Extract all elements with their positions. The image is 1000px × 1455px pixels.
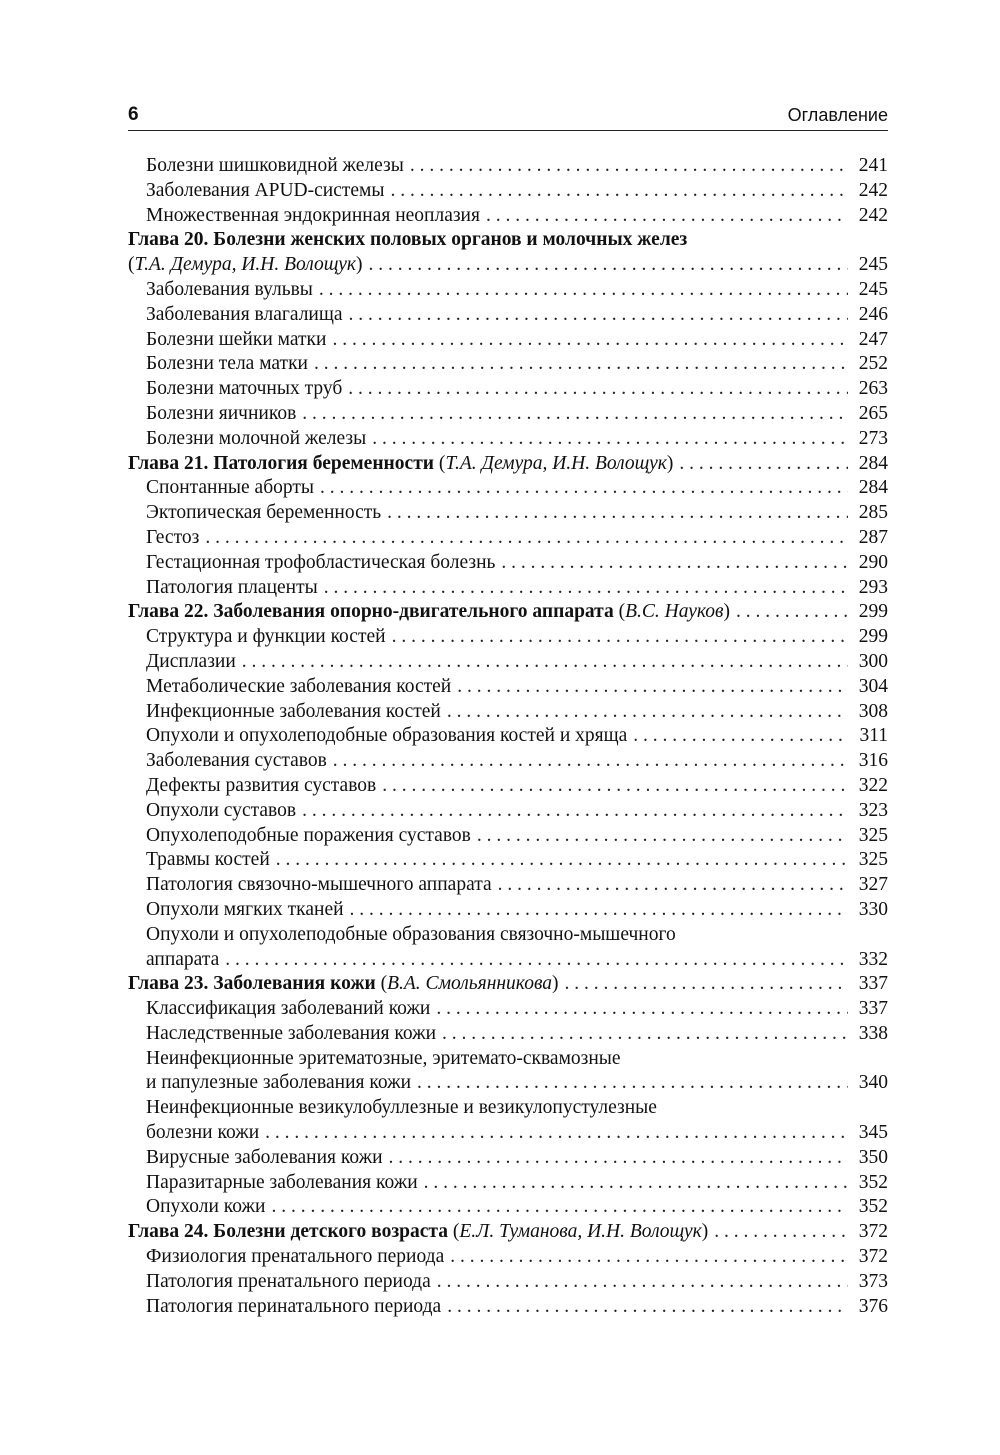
entry-page: 325 <box>858 824 888 846</box>
chapter-entry <box>128 228 888 278</box>
entry-page: 265 <box>858 402 888 424</box>
dot-leader <box>372 427 848 452</box>
entry-title-line1: Опухоли и опухолеподобные образования связочно-мышечного <box>146 923 676 945</box>
dot-leader <box>265 1121 848 1146</box>
paren-open: ( <box>447 1221 460 1243</box>
toc-entry <box>128 724 888 749</box>
dot-leader <box>565 972 848 997</box>
dot-leader <box>332 328 848 353</box>
toc-entry <box>128 1270 888 1295</box>
toc-entry <box>128 476 888 501</box>
entry-title: Болезни шишковидной железы <box>146 155 404 176</box>
entry-title: Патология пренатального периода <box>146 1270 431 1292</box>
entry-page: 376 <box>858 1295 888 1317</box>
entry-title: Множественная эндокринная неоплазия <box>146 204 480 226</box>
entry-page: 293 <box>858 576 888 598</box>
entry-title: Болезни маточных труб <box>146 378 343 400</box>
dot-leader <box>477 824 848 849</box>
entry-title: Структура и функции костей <box>146 626 386 648</box>
toc-entry <box>128 526 888 551</box>
entry-title: Патология плаценты <box>146 576 318 598</box>
toc-entry <box>128 501 888 526</box>
page-number: 6 <box>128 104 139 125</box>
entry-page: 372 <box>858 1246 888 1268</box>
chapter-authors: Т.А. Демура, И.Н. Волощук <box>445 452 667 474</box>
dot-leader <box>382 774 848 799</box>
toc-entry <box>128 377 888 402</box>
paren-open: ( <box>375 973 388 995</box>
entry-page: 350 <box>858 1146 888 1168</box>
toc-entry <box>128 1245 888 1270</box>
entry-page: 284 <box>858 477 888 499</box>
entry-title: Заболевания влагалища <box>146 303 343 325</box>
dot-leader <box>486 204 848 229</box>
entry-title: Травмы костей <box>146 849 270 871</box>
dot-leader <box>349 303 848 328</box>
toc-entry <box>128 1022 888 1047</box>
toc-entry <box>128 154 888 179</box>
entry-title: Болезни тела матки <box>146 353 308 375</box>
entry-page: 242 <box>858 179 888 201</box>
entry-title: Метаболические заболевания костей <box>146 675 452 697</box>
entry-page: 372 <box>858 1221 888 1243</box>
toc-entry <box>128 700 888 725</box>
dot-leader <box>369 253 848 278</box>
entry-page: 330 <box>858 898 888 920</box>
dot-leader <box>389 1146 848 1171</box>
entry-page: 299 <box>858 626 888 648</box>
entry-page: 273 <box>858 427 888 449</box>
entry-page: 299 <box>858 601 888 623</box>
paren-open: ( <box>434 452 446 474</box>
entry-page: 340 <box>858 1072 888 1094</box>
entry-page: 308 <box>858 700 888 722</box>
entry-page: 323 <box>858 799 888 821</box>
entry-title: Болезни шейки матки <box>146 328 327 350</box>
toc-entry <box>128 650 888 675</box>
entry-page: 332 <box>858 948 888 970</box>
paren-close: ) <box>723 601 730 623</box>
entry-title: Спонтанные аборты <box>146 477 314 499</box>
entry-title: Опухоли суставов <box>146 799 297 821</box>
toc-entry <box>128 774 888 799</box>
toc-entry <box>128 402 888 427</box>
dot-leader <box>271 1195 848 1220</box>
entry-title: Заболевания вульвы <box>146 278 313 300</box>
toc-entry <box>128 824 888 849</box>
dot-leader <box>387 501 848 526</box>
dot-leader <box>391 179 849 204</box>
dot-leader <box>225 948 848 973</box>
dot-leader <box>714 1220 848 1245</box>
chapter-authors: Е.Л. Туманова, И.Н. Волощук <box>459 1221 702 1243</box>
entry-title: Опухоли кожи <box>146 1196 266 1218</box>
dot-leader <box>450 1245 848 1270</box>
entry-title: Патология связочно-мышечного аппарата <box>146 874 492 896</box>
toc-entry <box>128 303 888 328</box>
entry-title: Дефекты развития суставов <box>146 774 377 796</box>
chapter-title: Глава 24. Болезни детского возраста <box>128 1221 448 1243</box>
entry-page: 263 <box>858 378 888 400</box>
dot-leader <box>447 1295 848 1320</box>
toc-entry <box>128 873 888 898</box>
entry-page: 245 <box>858 278 888 300</box>
entry-page: 247 <box>858 328 888 350</box>
entry-title-line2: аппарата <box>146 948 220 970</box>
chapter-authors: Т.А. Демура, И.Н. Волощук <box>134 254 357 276</box>
dot-leader <box>348 377 848 402</box>
dot-leader <box>205 526 848 551</box>
entry-page: 284 <box>858 452 888 474</box>
entry-page: 287 <box>858 526 888 548</box>
dot-leader <box>457 675 848 700</box>
entry-title-line2: и папулезные заболевания кожи <box>146 1072 412 1094</box>
chapter-title: Глава 22. Заболевания опорно-двигательного аппарата <box>128 601 614 623</box>
entry-title: Дисплазии <box>146 650 236 672</box>
table-of-contents <box>128 154 888 1319</box>
entry-title-line1: Неинфекционные эритематозные, эритемато-сквамозные <box>146 1047 621 1069</box>
entry-title: Паразитарные заболевания кожи <box>146 1171 418 1193</box>
entry-page: 322 <box>858 774 888 796</box>
entry-title: Патология перинатального периода <box>146 1295 442 1317</box>
dot-leader <box>319 278 848 303</box>
entry-page: 327 <box>858 874 888 896</box>
entry-page: 252 <box>858 353 888 375</box>
dot-leader <box>417 1071 848 1096</box>
chapter-title: Глава 20. Болезни женских половых органов и молочных желез <box>128 229 688 251</box>
entry-title: Физиология пренатального периода <box>146 1246 445 1268</box>
paren-close: ) <box>701 1221 709 1243</box>
entry-page: 300 <box>858 650 888 672</box>
dot-leader <box>320 476 848 501</box>
entry-title: Классификация заболеваний кожи <box>146 998 431 1020</box>
entry-page: 373 <box>858 1270 888 1292</box>
entry-page: 311 <box>859 725 888 747</box>
dot-leader <box>424 1171 848 1196</box>
entry-title: Гестоз <box>146 526 200 548</box>
toc-entry <box>128 923 888 973</box>
chapter-authors: В.А. Смольянникова <box>387 973 553 995</box>
dot-leader <box>324 576 848 601</box>
dot-leader <box>436 997 848 1022</box>
chapter-entry <box>128 972 888 997</box>
entry-page: 352 <box>858 1171 888 1193</box>
entry-title: Эктопическая беременность <box>146 502 382 524</box>
entry-title: Болезни яичников <box>146 402 297 424</box>
toc-entry <box>128 997 888 1022</box>
entry-page: 245 <box>858 254 888 276</box>
dot-leader <box>679 452 848 477</box>
entry-title: Болезни молочной железы <box>146 427 367 449</box>
chapter-entry <box>128 600 888 625</box>
chapter-entry <box>128 1220 888 1245</box>
toc-entry <box>128 675 888 700</box>
toc-entry <box>128 1295 888 1320</box>
entry-title: Инфекционные заболевания костей <box>146 700 441 722</box>
entry-page: 338 <box>858 1022 888 1044</box>
toc-entry <box>128 576 888 601</box>
toc-entry <box>128 1047 888 1097</box>
entry-title: Опухолеподобные поражения суставов <box>146 824 471 846</box>
chapter-title: Глава 23. Заболевания кожи <box>128 973 376 995</box>
running-header <box>128 104 888 131</box>
toc-entry <box>128 328 888 353</box>
toc-entry <box>128 898 888 923</box>
entry-page: 242 <box>858 204 888 226</box>
toc-entry <box>128 799 888 824</box>
dot-leader <box>410 154 848 179</box>
toc-entry <box>128 848 888 873</box>
entry-title: Вирусные заболевания кожи <box>146 1146 383 1168</box>
dot-leader <box>442 1022 848 1047</box>
dot-leader <box>736 600 848 625</box>
dot-leader <box>302 799 848 824</box>
entry-page: 352 <box>858 1196 888 1218</box>
dot-leader <box>242 650 848 675</box>
entry-title-line2: болезни кожи <box>146 1122 260 1144</box>
dot-leader <box>633 724 848 749</box>
entry-page: 337 <box>858 973 888 995</box>
dot-leader <box>276 848 848 873</box>
toc-entry <box>128 352 888 377</box>
entry-page: 337 <box>858 998 888 1020</box>
entry-title: Заболевания APUD-системы <box>146 179 385 201</box>
toc-entry <box>128 551 888 576</box>
toc-entry <box>128 1195 888 1220</box>
dot-leader <box>498 873 848 898</box>
entry-title: Гестационная трофобластическая болезнь <box>146 551 496 573</box>
chapter-title: Глава 21. Патология беременности <box>128 452 435 474</box>
running-title: Оглавление <box>787 105 888 125</box>
toc-entry <box>128 1171 888 1196</box>
entry-page: 290 <box>858 551 888 573</box>
paren-open: ( <box>613 601 626 623</box>
chapter-entry <box>128 452 888 477</box>
entry-page: 345 <box>858 1122 888 1144</box>
toc-entry <box>128 204 888 229</box>
dot-leader <box>437 1270 848 1295</box>
entry-title: Заболевания суставов <box>146 750 327 772</box>
dot-leader <box>333 749 848 774</box>
toc-entry <box>128 1096 888 1146</box>
dot-leader <box>447 700 848 725</box>
entry-title: Опухоли мягких тканей <box>146 898 344 920</box>
paren-close: ) <box>666 452 674 474</box>
paren-close: ) <box>356 254 363 276</box>
dot-leader <box>501 551 848 576</box>
paren-open: ( <box>128 254 135 276</box>
dot-leader <box>350 898 848 923</box>
dot-leader <box>314 352 848 377</box>
dot-leader <box>392 625 848 650</box>
entry-title: Опухоли и опухолеподобные образования костей и хряща <box>146 725 628 747</box>
toc-entry <box>128 749 888 774</box>
toc-entry <box>128 1146 888 1171</box>
toc-entry <box>128 179 888 204</box>
entry-page: 304 <box>858 675 888 697</box>
chapter-authors: В.С. Науков <box>625 601 724 623</box>
entry-title-line1: Неинфекционные везикулобуллезные и везикулопустулезные <box>146 1097 657 1119</box>
entry-page: 246 <box>858 303 888 325</box>
entry-title: Наследственные заболевания кожи <box>146 1022 437 1044</box>
entry-page: 325 <box>858 849 888 871</box>
entry-page: 316 <box>858 750 888 772</box>
dot-leader <box>302 402 848 427</box>
paren-close: ) <box>552 973 559 995</box>
entry-page: 241 <box>858 155 888 176</box>
entry-page: 285 <box>858 502 888 524</box>
toc-entry <box>128 278 888 303</box>
toc-entry <box>128 427 888 452</box>
toc-entry <box>128 625 888 650</box>
